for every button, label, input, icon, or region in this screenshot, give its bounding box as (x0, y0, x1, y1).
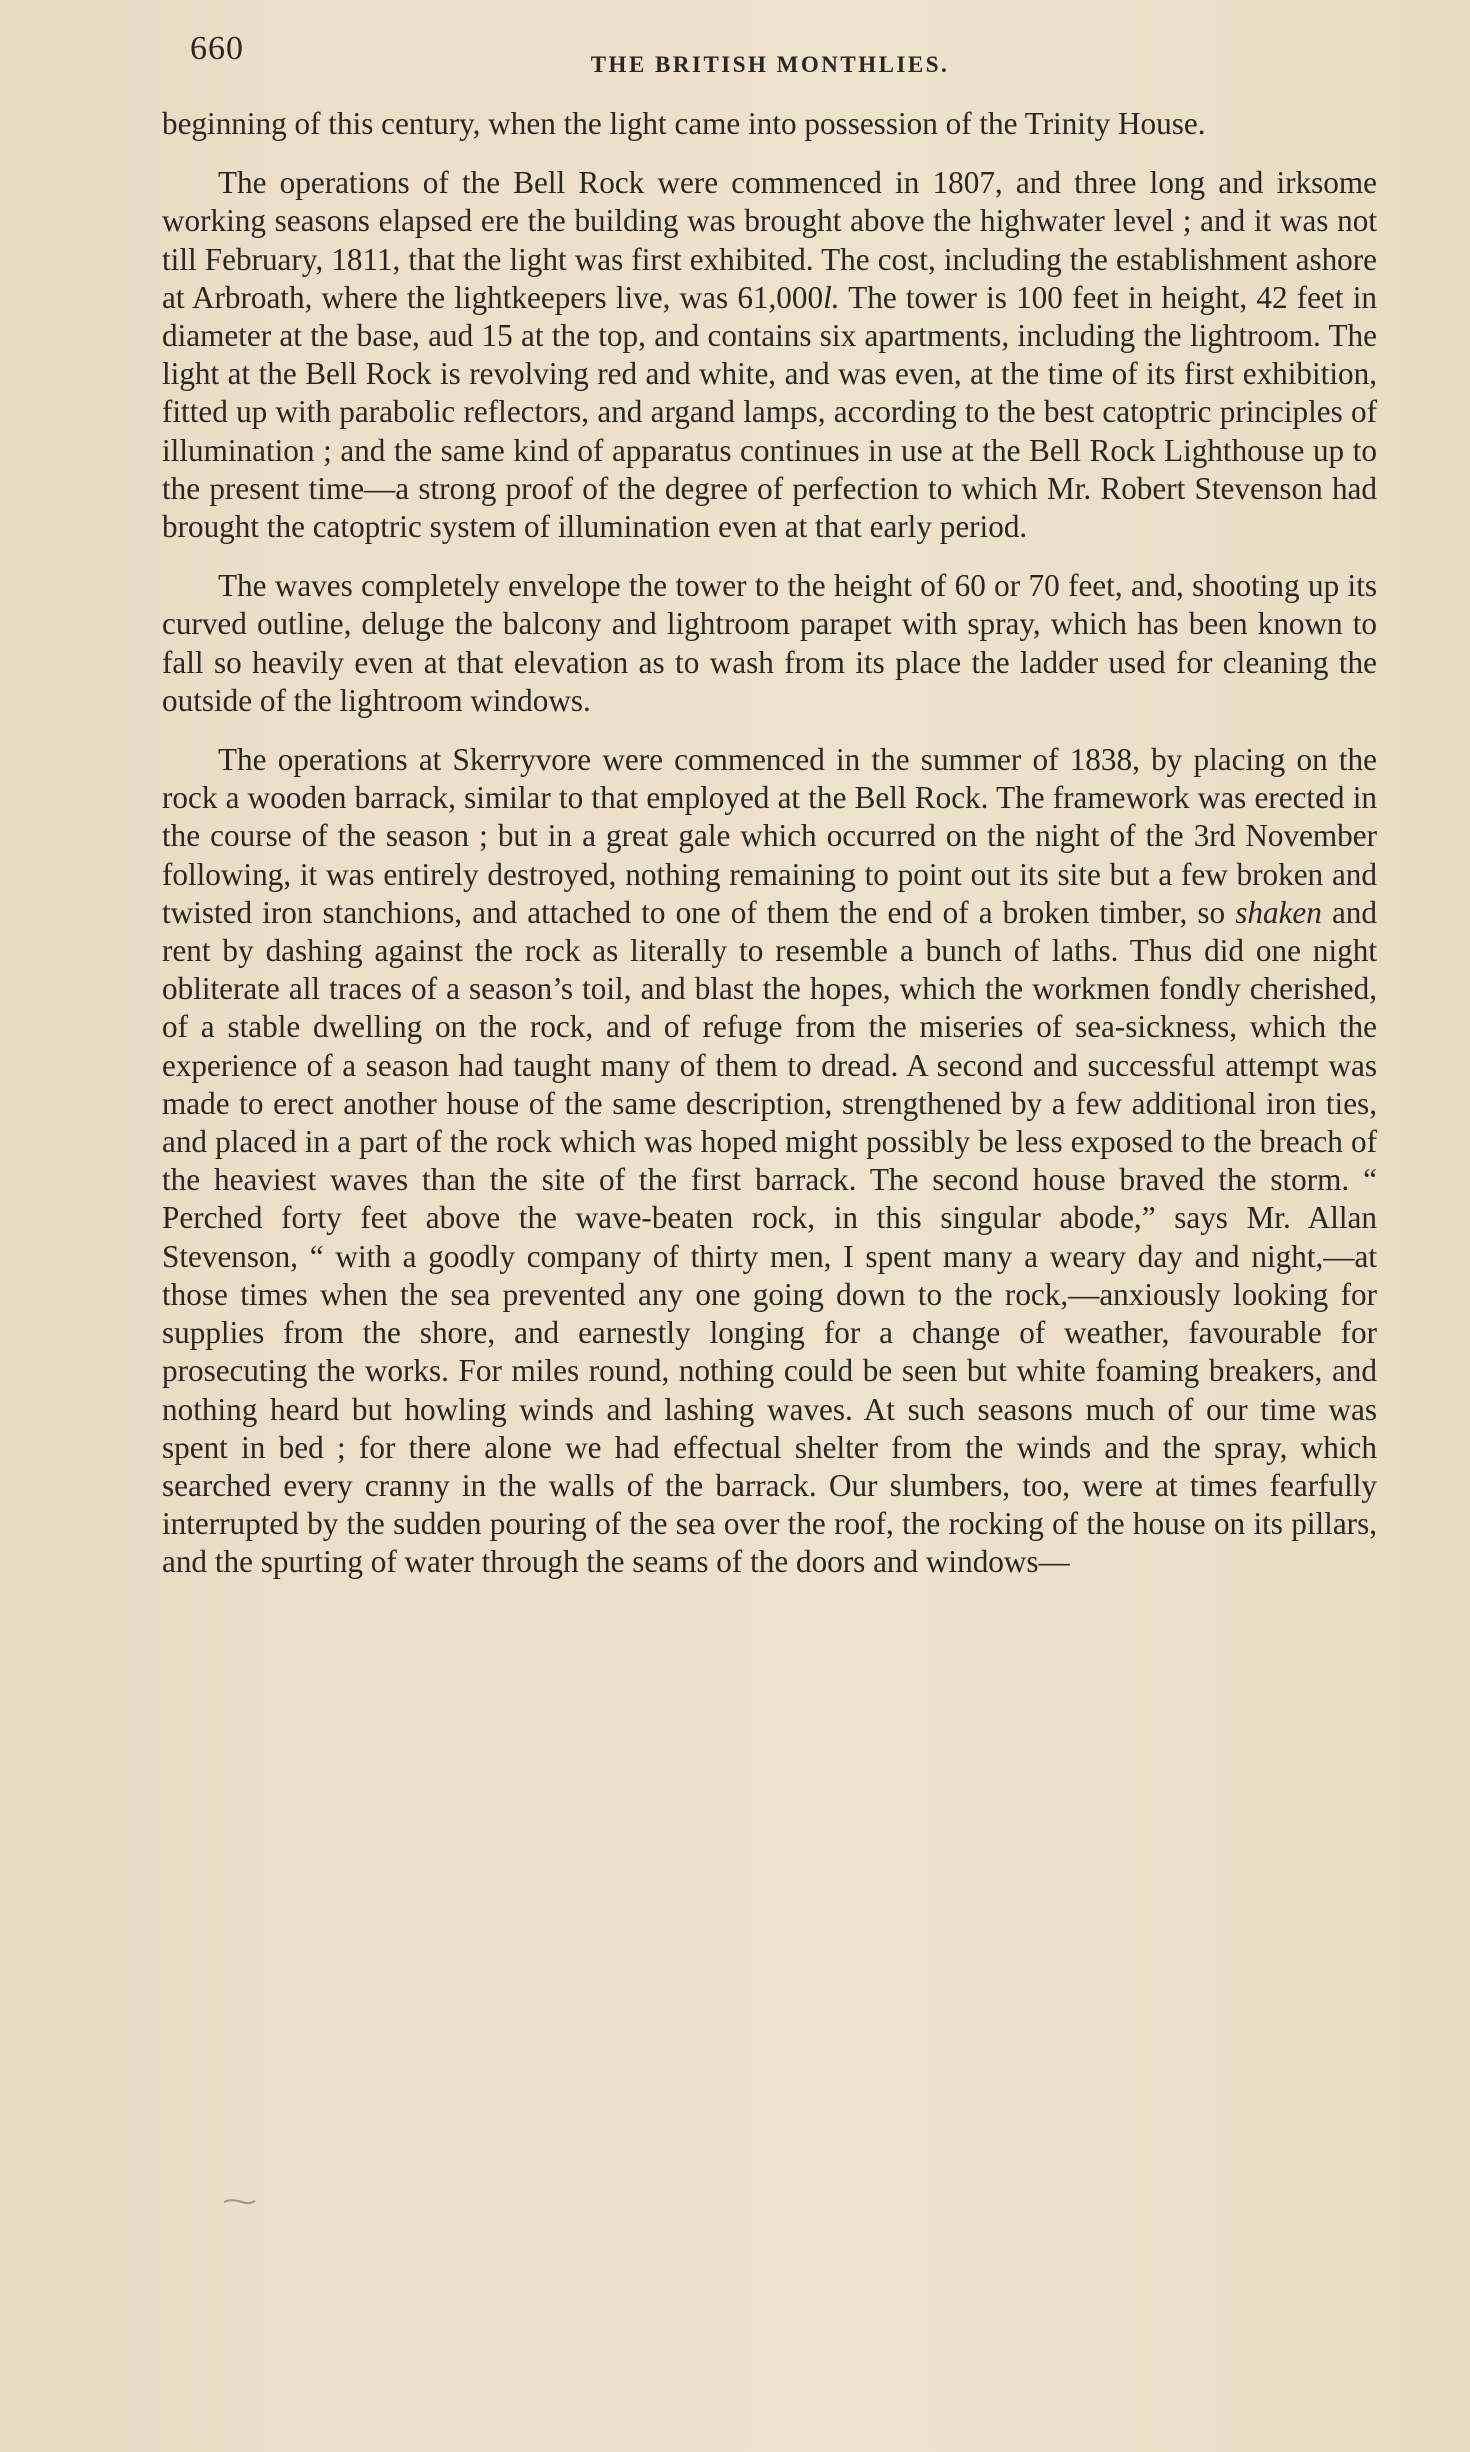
paragraph-continuation (162, 105, 1377, 143)
paragraph-skerryvore (162, 741, 1377, 1581)
paragraph-text: The tower is 100 feet in height, 42 feet in diameter at the base, aud 15 at the top, and contains six apartments, including the lightroom. The light at the Bell Rock is revolving red and white, and was even, at the time of its first exhibition, fitted up with parabolic reflectors, and argand lamps, according to the best catoptric principles of illumination ; and the same kind of apparatus continues in use at the Bell Rock Lighthouse up to the present time—a strong proof of the degree of perfection to which Mr. Robert Stevenson had brought the catoptric system of illumination even at that early period. (162, 279, 1377, 545)
ink-speck-mark (222, 2196, 256, 2206)
paragraph-text: beginning of this century, when the light came into possession of the Trinity House. (162, 106, 1206, 141)
paragraph-text: and rent by dashing against the rock as literally to resemble a bunch of laths. Thus did one night obliterate all traces of a season’s toil, and blast the hopes, which the workmen fondly cherished, of a stable dwelling on the rock, and of refuge from the miseries of sea-sickness, which the experience of a season had taught many of them to dread. A second and successful attempt was made to erect another house of the same description, strengthened by a few additional iron ties, and placed in a part of the rock which was hoped might possibly be less exposed to the breach of the heaviest waves than the site of the first barrack. The second house braved the storm. “ Perched forty feet above the wave-beaten rock, in this singular abode,” says Mr. Allan Stevenson, “ with a goodly company of thirty men, I spent many a weary day and night,—at those times when the sea prevented any one going down to the rock,—anxiously looking for supplies from the shore, and earnestly longing for a change of weather, favourable for prosecuting the works. For miles round, nothing could be seen but white foaming breakers, and nothing heard but howling winds and lashing waves. At such seasons much of our time was spent in bed ; for there alone we had effectual shelter from the winds and the spray, which searched every cranny in the walls of the barrack. Our slumbers, too, were at times fearfully interrupted by the sudden pouring of the sea over the roof, the rocking of the house on its pillars, and the spurting of water through the seams of the doors and windows— (162, 894, 1377, 1580)
paragraph-italic: shaken (1235, 894, 1322, 930)
running-head: THE BRITISH MONTHLIES. (590, 52, 950, 77)
paragraph-bell-rock (162, 164, 1377, 546)
paragraph-text: The waves completely envelope the tower to the height of 60 or 70 feet, and, shooting up its curved outline, deluge the balcony and lightroom parapet with spray, which has been known to fall so heavily even at that elevation as to wash from its place the ladder used for cleaning the outside of the lightroom windows. (162, 568, 1377, 718)
body-text (162, 105, 1377, 1582)
page-header (190, 30, 1350, 80)
page-number: 660 (190, 30, 244, 67)
paragraph-text: The operations of the Bell Rock were commenced in 1807, and three long and irksome working seasons elapsed ere the building was brought above the highwater level ; and it was not till February, 1811, that the light was first exhibited. The cost, including the establishment ashore at Arbroath, where the lightkeepers live, was 61,000 (162, 165, 1377, 315)
paragraph-italic: l. (823, 279, 840, 315)
paragraph-text: The operations at Skerryvore were commenced in the summer of 1838, by placing on the rock a wooden barrack, similar to that employed at the Bell Rock. The framework was erected in the course of the season ; but in a great gale which occurred on the night of the 3rd November following, it was entirely destroyed, nothing remaining to point out its site but a few broken and twisted iron stanchions, and attached to one of them the end of a broken timber, so (162, 742, 1377, 930)
paragraph-waves (162, 567, 1377, 720)
